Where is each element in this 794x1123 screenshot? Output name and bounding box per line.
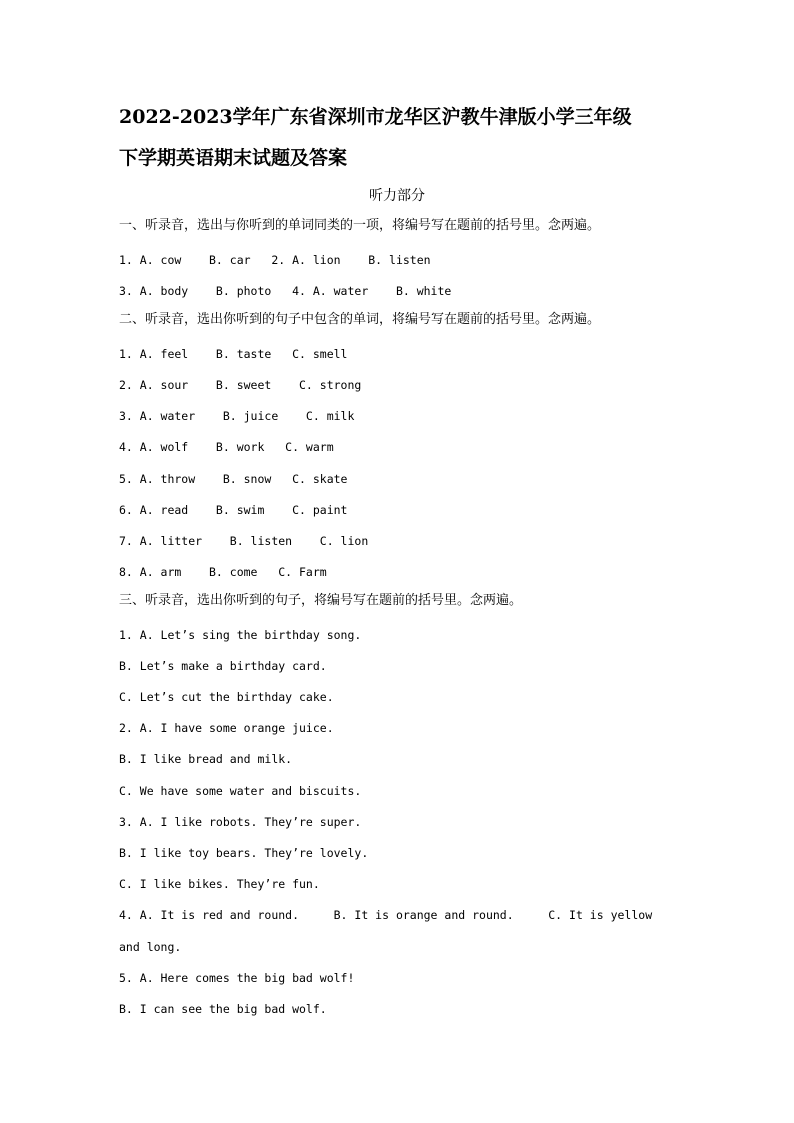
part2-row: 7. A. litter B. listen C. lion (119, 534, 369, 548)
part1-row: 1. A. cow B. car 2. A. lion B. listen (119, 253, 431, 267)
part3-row: 1. A. Let’s sing the birthday song. (119, 628, 362, 642)
part3-row: C. I like bikes. They’re fun. (119, 877, 320, 891)
section-heading: 听力部分 (369, 188, 425, 204)
part3-row: 5. A. Here comes the big bad wolf! (119, 971, 355, 985)
part3-row: C. Let’s cut the birthday cake. (119, 690, 334, 704)
part2-instruction: 二、听录音，选出你听到的句子中包含的单词，将编号写在题前的括号里。念两遍。 (119, 312, 601, 327)
part1-row: 3. A. body B. photo 4. A. water B. white (119, 284, 452, 298)
part3-instruction: 三、听录音，选出你听到的句子，将编号写在题前的括号里。念两遍。 (119, 593, 523, 608)
part3-row: B. Let’s make a birthday card. (119, 659, 327, 673)
part2-row: 1. A. feel B. taste C. smell (119, 347, 348, 361)
part3-row: 4. A. It is red and round. B. It is orange and round. C. It is yellow (119, 908, 653, 922)
part2-row: 6. A. read B. swim C. paint (119, 503, 348, 517)
part1-instruction: 一、听录音，选出与你听到的单词同类的一项，将编号写在题前的括号里。念两遍。 (119, 218, 601, 233)
part3-row: C. We have some water and biscuits. (119, 784, 362, 798)
part2-row: 8. A. arm B. come C. Farm (119, 565, 327, 579)
part3-row: 3. A. I like robots. They’re super. (119, 815, 362, 829)
part2-row: 3. A. water B. juice C. milk (119, 409, 355, 423)
part3-row: and long. (119, 940, 182, 954)
part3-row: B. I like toy bears. They’re lovely. (119, 846, 369, 860)
part2-row: 2. A. sour B. sweet C. strong (119, 378, 362, 392)
part2-row: 4. A. wolf B. work C. warm (119, 440, 334, 454)
part3-row: B. I like bread and milk. (119, 752, 293, 766)
part3-row: B. I can see the big bad wolf. (119, 1002, 327, 1016)
document-title-line-1: 2022-2023学年广东省深圳市龙华区沪教牛津版小学三年级 (119, 106, 632, 128)
part3-row: 2. A. I have some orange juice. (119, 721, 334, 735)
part2-row: 5. A. throw B. snow C. skate (119, 472, 348, 486)
document-title-line-2: 下学期英语期末试题及答案 (119, 147, 348, 169)
